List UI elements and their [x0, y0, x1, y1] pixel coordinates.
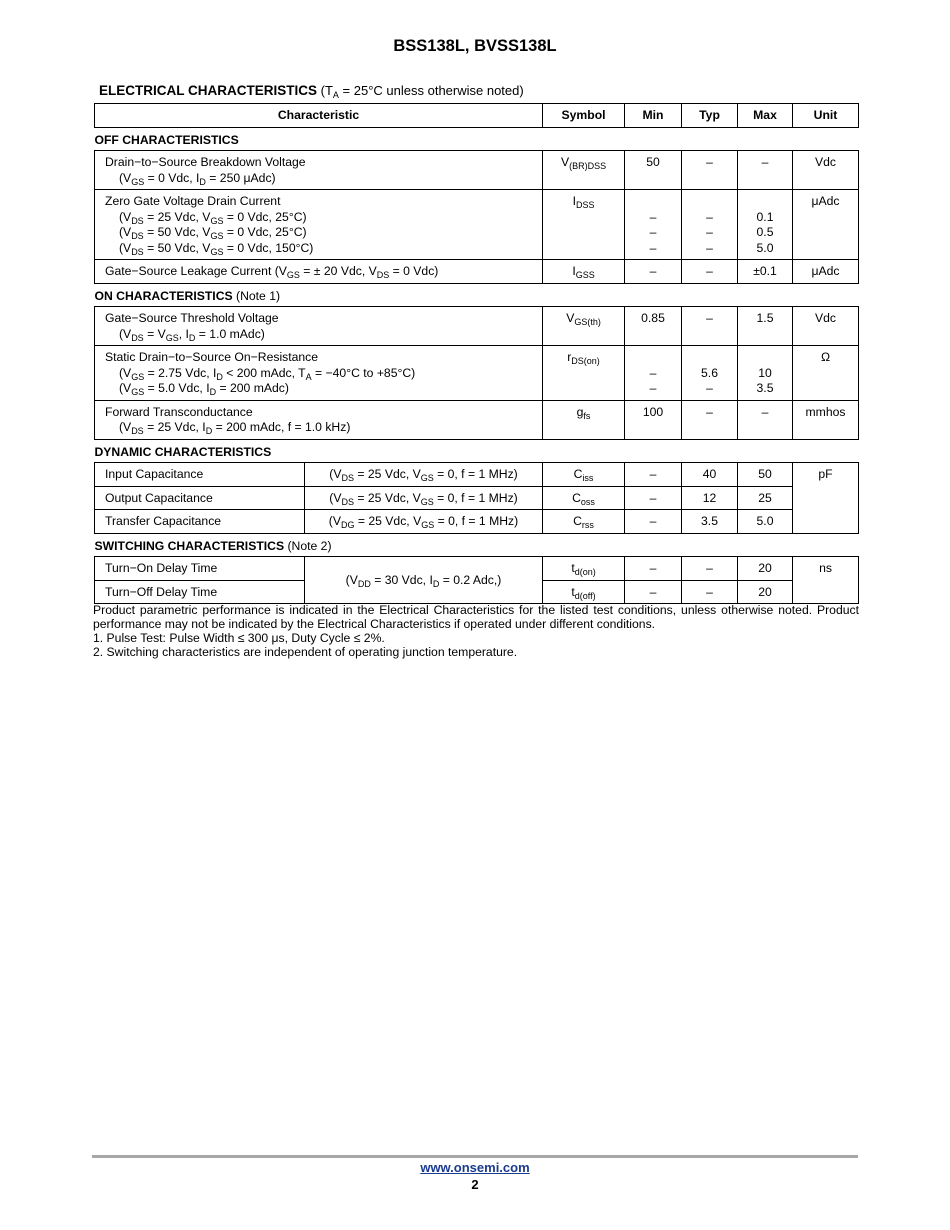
param-name: Output Capacitance — [95, 486, 305, 510]
typ-cell: – — [682, 260, 738, 284]
table-header-row — [95, 104, 859, 128]
param-condition: ($V_{GS} = 2.75$ Vdc, $I_D < 200$ mAdc, $T_A = -40^\circ C$ to +85°C) — [119, 365, 416, 382]
note-2: 2. Switching characteristics are independent of operating junction temperature. — [93, 645, 518, 659]
param-condition: ($V_{DS} = 25$ Vdc, $V_{GS} = 0$ Vdc, 25°C) — [119, 209, 307, 226]
performance-note: Product parametric performance is indicated in the Electrical Characteristics for the listed test conditions, unless otherwise noted. Product performance may not be indicated by the Electrical Characteristics if operated under different conditions. — [93, 603, 859, 631]
typ-cell: 5.6 – — [682, 346, 738, 401]
col-symbol: Symbol — [543, 104, 625, 128]
max-cell: 5.0 — [738, 510, 793, 534]
param-name: Forward Transconductance — [105, 404, 253, 419]
unit-cell: Vdc — [793, 307, 859, 346]
table-row — [95, 510, 859, 534]
section-dynamic-characteristics: DYNAMIC CHARACTERISTICS — [95, 439, 859, 463]
symbol-cell: $V_{GS(th)}$ — [543, 307, 625, 346]
typ-cell: – — [682, 307, 738, 346]
max-cell: 10 3.5 — [738, 346, 793, 401]
table-title: ELECTRICAL CHARACTERISTICS ($T_A = 25^\circ C$ unless otherwise noted) — [99, 83, 524, 100]
min-cell: 50 — [625, 151, 682, 190]
table-row — [95, 151, 859, 190]
symbol-cell: $r_{DS(on)}$ — [543, 346, 625, 401]
col-unit: Unit — [793, 104, 859, 128]
max-cell: 20 — [738, 580, 793, 604]
symbol-cell: $I_{GSS}$ — [543, 260, 625, 284]
param-name: Gate−Source Leakage Current ($V_{GS}$ = ± 20 Vdc, $V_{DS} = 0$ Vdc) — [95, 260, 543, 284]
typ-cell: – — [682, 557, 738, 581]
footnotes — [93, 603, 859, 659]
page-number: 2 — [471, 1177, 479, 1192]
symbol-cell: $C_{iss}$ — [543, 463, 625, 487]
min-cell: – – – — [625, 190, 682, 260]
unit-cell: ns — [793, 557, 859, 604]
table-row — [95, 557, 859, 581]
typ-cell: – – – — [682, 190, 738, 260]
col-characteristic: Characteristic — [95, 104, 543, 128]
max-cell: – — [738, 400, 793, 439]
table-row — [95, 190, 859, 260]
max-cell: 50 — [738, 463, 793, 487]
max-cell: – — [738, 151, 793, 190]
typ-cell: 40 — [682, 463, 738, 487]
page-header-title: BSS138L, BVSS138L — [393, 37, 557, 55]
param-name: Input Capacitance — [95, 463, 305, 487]
param-condition: ($V_{DS} = 50$ Vdc, $V_{GS} = 0$ Vdc, 150°C) — [119, 240, 314, 257]
typ-cell: – — [682, 400, 738, 439]
symbol-cell: $g_{fs}$ — [543, 400, 625, 439]
note-1: 1. Pulse Test: Pulse Width ≤ 300 μs, Duty Cycle ≤ 2%. — [93, 631, 385, 645]
param-condition: ($V_{DS} = 25$ Vdc, $I_D = 200$ mAdc, f = 1.0 kHz) — [119, 420, 351, 436]
min-cell: 0.85 — [625, 307, 682, 346]
max-cell: ±0.1 — [738, 260, 793, 284]
footer-website-link[interactable]: www.onsemi.com — [420, 1160, 530, 1175]
param-condition: ($V_{DS} = 25$ Vdc, $V_{GS} = 0$, f = 1 MHz) — [305, 463, 543, 487]
symbol-cell: $C_{oss}$ — [543, 486, 625, 510]
unit-cell: μAdc — [793, 190, 859, 260]
unit-cell: pF — [793, 463, 859, 534]
typ-cell: – — [682, 151, 738, 190]
unit-cell: μAdc — [793, 260, 859, 284]
table-row — [95, 260, 859, 284]
section-off-characteristics: OFF CHARACTERISTICS — [95, 127, 859, 151]
section-on-characteristics: ON CHARACTERISTICS (Note 1) — [95, 283, 859, 307]
max-cell: 25 — [738, 486, 793, 510]
min-cell: – — [625, 260, 682, 284]
param-name: Drain−to−Source Breakdown Voltage — [105, 155, 306, 169]
param-condition: ($V_{DD} = 30$ Vdc, $I_D = 0.2$ Adc,) — [305, 557, 543, 604]
typ-cell: – — [682, 580, 738, 604]
electrical-characteristics-table — [94, 103, 858, 604]
col-max: Max — [738, 104, 793, 128]
param-name: Zero Gate Voltage Drain Current — [105, 194, 281, 208]
param-condition: ($V_{DS} = 50$ Vdc, $V_{GS} = 0$ Vdc, 25°C) — [119, 225, 307, 241]
col-min: Min — [625, 104, 682, 128]
section-switching-characteristics: SWITCHING CHARACTERISTICS (Note 2) — [95, 533, 859, 557]
min-cell: – — [625, 557, 682, 581]
max-cell: 20 — [738, 557, 793, 581]
table-row — [95, 463, 859, 487]
col-typ: Typ — [682, 104, 738, 128]
symbol-cell: $t_{d(off)}$ — [543, 580, 625, 604]
typ-cell: 3.5 — [682, 510, 738, 534]
min-cell: – — [625, 486, 682, 510]
param-name: Turn−On Delay Time — [95, 557, 305, 581]
unit-cell: Ω — [793, 346, 859, 401]
min-cell: – — [625, 510, 682, 534]
param-name: Transfer Capacitance — [95, 510, 305, 534]
symbol-cell: $t_{d(on)}$ — [543, 557, 625, 581]
min-cell: – – — [625, 346, 682, 401]
param-condition: ($V_{DG} = 25$ Vdc, $V_{GS} = 0$, f = 1 MHz) — [305, 510, 543, 534]
param-condition: ($V_{GS} = 5.0$ Vdc, $I_D = 200$ mAdc) — [119, 381, 289, 397]
typ-cell: 12 — [682, 486, 738, 510]
max-cell: 1.5 — [738, 307, 793, 346]
max-cell: 0.1 0.5 5.0 — [738, 190, 793, 260]
param-condition: ($V_{DS} = 25$ Vdc, $V_{GS} = 0$, f = 1 MHz) — [305, 486, 543, 510]
footer-divider — [92, 1155, 858, 1158]
table-row — [95, 307, 859, 346]
param-condition: ($V_{GS} = 0$ Vdc, $I_D = 250$ μAdc) — [119, 170, 276, 187]
unit-cell: Vdc — [793, 151, 859, 190]
min-cell: 100 — [625, 400, 682, 439]
symbol-cell: $V_{(BR)DSS}$ — [543, 151, 625, 190]
table-row — [95, 486, 859, 510]
table-row — [95, 346, 859, 401]
param-name: Gate−Source Threshold Voltage — [105, 311, 279, 325]
param-name: Turn−Off Delay Time — [95, 580, 305, 604]
param-condition: ($V_{DS} = V_{GS}$, $I_D = 1.0$ mAdc) — [119, 326, 265, 343]
min-cell: – — [625, 580, 682, 604]
param-name: Static Drain−to−Source On−Resistance — [105, 350, 319, 364]
table-row — [95, 400, 859, 439]
symbol-cell: $C_{rss}$ — [543, 510, 625, 534]
min-cell: – — [625, 463, 682, 487]
symbol-cell: $I_{DSS}$ — [543, 190, 625, 260]
unit-cell: mmhos — [793, 400, 859, 439]
